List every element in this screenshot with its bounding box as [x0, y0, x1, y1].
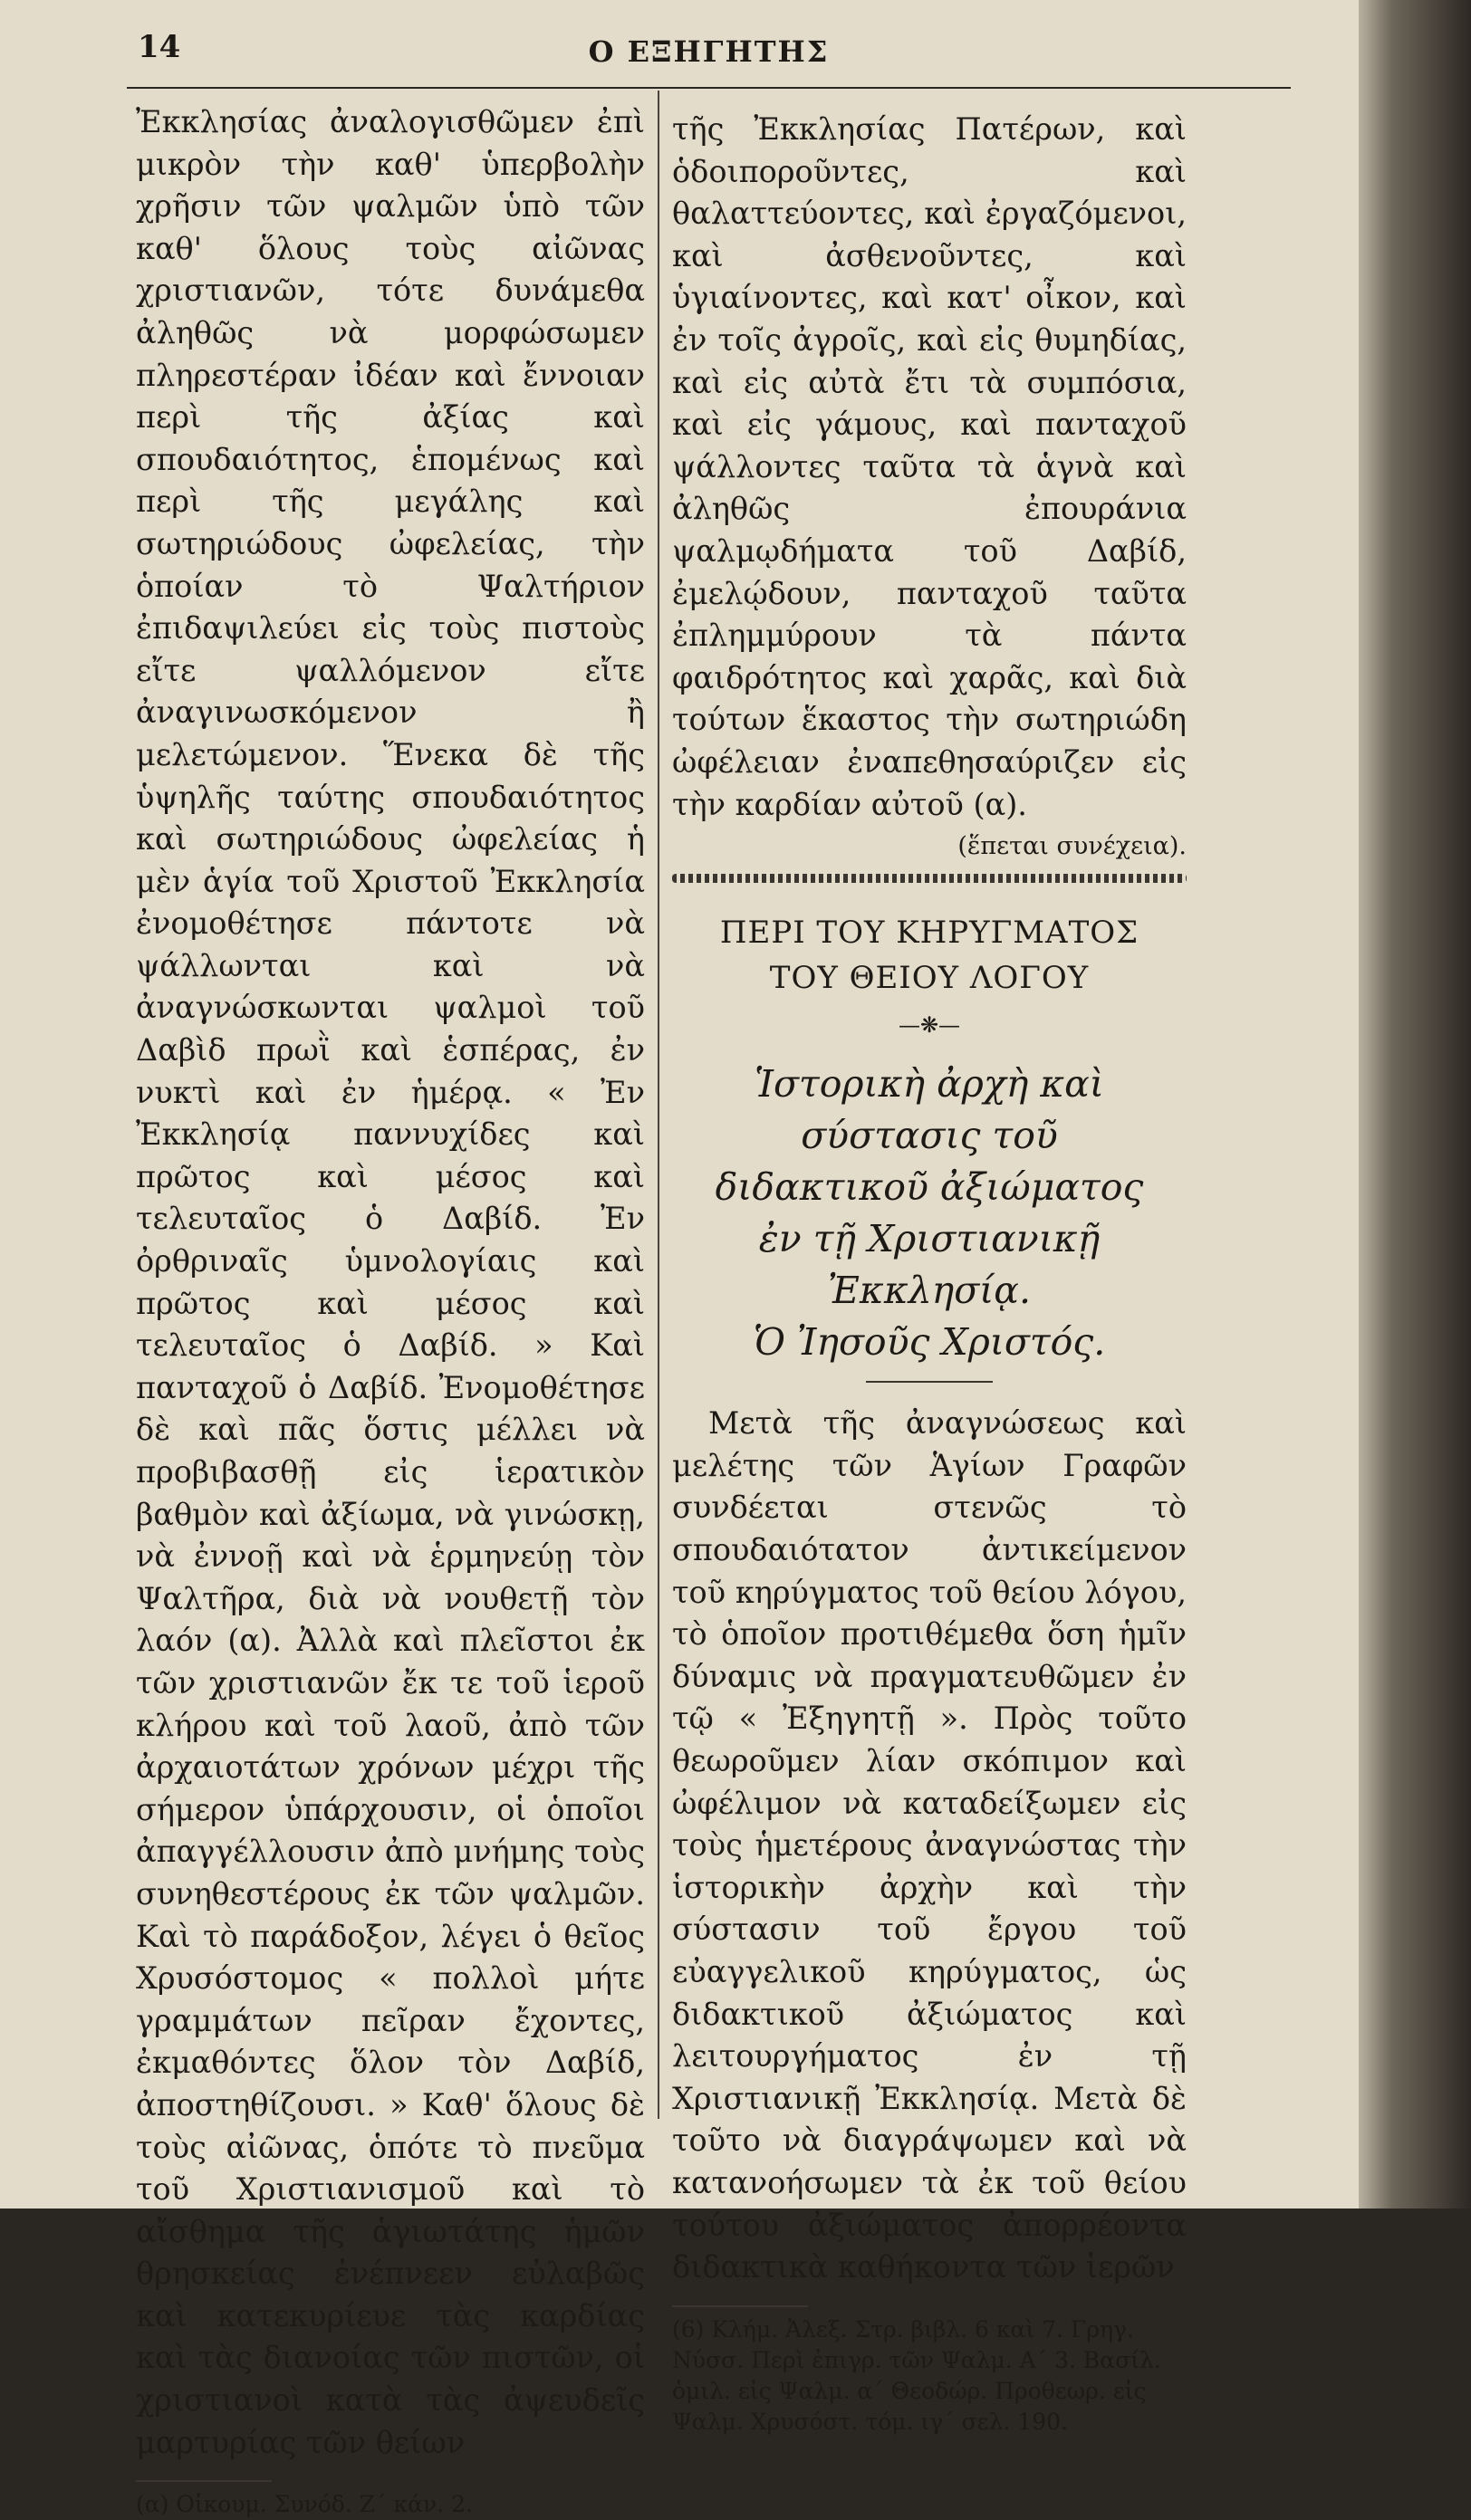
- running-title: Ο ΕΞΗΓΗΤΗΣ: [588, 34, 830, 69]
- subtitle-line4: Ὁ Ἰησοῦς Χριστός.: [753, 1320, 1106, 1365]
- subtitle-line1: Ἱστορικὴ ἀρχὴ καὶ σύστασις τοῦ: [755, 1062, 1104, 1158]
- left-paragraph: Ἐκκλησίας ἀναλογισθῶμεν ἐπὶ μικρὸν τὴν καθ' ὑπερβολὴν χρῆσιν τῶν ψαλμῶν ὑπὸ τῶν καθ' ὅλους τοὺς αἰῶνας χριστιανῶν, τότε δυνάμεθα ἀληθῶς νὰ μορφώσωμεν πληρεστέραν ἰδέαν καὶ ἔννοιαν περὶ τῆς ἀξίας καὶ σπουδαιότητος, ἑπομένως καὶ περὶ τῆς μεγάλης καὶ σωτηριώδους ὠφελείας, τὴν ὁποίαν τὸ Ψαλτήριον ἐπιδαψιλεύει εἰς τοὺς πιστοὺς εἴτε ψαλλόμενον εἴτε ἀναγινωσκόμενον ἢ μελετώμενον. Ἕνεκα δὲ τῆς ὑψηλῆς ταύτης σπουδαιότητος καὶ σωτηριώδους ὠφελείας ἡ μὲν ἁγία τοῦ Χριστοῦ Ἐκκλησία ἐνομοθέτησε πάντοτε νὰ ψάλλωνται καὶ νὰ ἀναγνώσκωνται ψαλμοὶ τοῦ Δαβὶδ πρωῒ καὶ ἑσπέρας, ἐν νυκτὶ καὶ ἐν ἡμέρᾳ. « Ἐν Ἐκκλησίᾳ παννυχίδες καὶ πρῶτος καὶ μέσος καὶ τελευταῖος ὁ Δαβίδ. Ἐν ὀρθριναῖς ὑμνολογίαις καὶ πρῶτος καὶ μέσος καὶ τελευταῖος ὁ Δαβίδ. » Καὶ πανταχοῦ ὁ Δαβίδ. Ἐνομοθέτησε δὲ καὶ πᾶς ὅστις μέλλει νὰ προβιβασθῇ εἰς ἱερατικὸν βαθμὸν καὶ ἀξίωμα, νὰ γινώσκῃ, νὰ ἐννοῇ καὶ νὰ ἑρμηνεύῃ τὸν Ψαλτῆρα, διὰ νὰ νουθετῇ τὸν λαόν (α). Ἀλλὰ καὶ πλεῖστοι ἐκ τῶν χριστιανῶν ἔκ τε τοῦ ἱεροῦ κλήρου καὶ τοῦ λαοῦ, ἀπὸ τῶν ἀρχαιοτάτων χρόνων μέχρι τῆς σήμερον ὑπάρχουσιν, οἱ ὁποῖοι ἀπαγγέλλουσιν ἀπὸ μνήμης τοὺς συνηθεστέρους ἐκ τῶν ψαλμῶν. Καὶ τὸ παράδοξον, λέγει ὁ θεῖος Χρυσόστομος « πολλοὶ μήτε γραμμάτων πεῖραν ἔχοντες, ἐκμαθόντες ὅλον τὸν Δαβίδ, ἀποστηθίζουσι. » Καθ' ὅλους δὲ τοὺς αἰῶνας, ὁπότε τὸ πνεῦμα τοῦ Χριστιανισμοῦ καὶ τὸ αἴσθημα τῆς ἁγιωτάτης ἡμῶν θρησκείας ἐνέπνεεν εὐλαβῶς καὶ κατεκυρίευε τὰς καρδίας καὶ τὰς διανοίας τῶν πιστῶν, οἱ χριστιανοὶ κατὰ τὰς ἀψευδεῖς μαρτυρίας τῶν θείων: [136, 104, 645, 2460]
- right-column: [672, 109, 1187, 2435]
- header-rule: [127, 87, 1291, 89]
- column-divider: [658, 91, 659, 2119]
- continued-note: (ἕπεται συνέχεια).: [957, 832, 1187, 861]
- page-header: [127, 25, 1291, 80]
- right-paragraph-2: Μετὰ τῆς ἀναγνώσεως καὶ μελέτης τῶν Ἁγίων Γραφῶν συνδέεται στενῶς τὸ σπουδαιότατον ἀντικείμενον τοῦ κηρύγματος τοῦ θείου λόγου, τὸ ὁποῖον προτιθέμεθα ὅση ἡμῖν δύναμις νὰ πραγματευθῶμεν ἐν τῷ « Ἐξηγητῇ ». Πρὸς τοῦτο θεωροῦμεν λίαν σκόπιμον καὶ ὠφέλιμον νὰ καταδείξωμεν εἰς τοὺς ἡμετέρους ἀναγνώστας τὴν ἱστορικὴν ἀρχὴν καὶ τὴν σύστασιν τοῦ ἔργου τοῦ εὐαγγελικοῦ κηρύγματος, ὡς διδακτικοῦ ἀξιώματος καὶ λειτουργήματος ἐν τῇ Χριστιανικῇ Ἐκκλησίᾳ. Μετὰ δὲ τοῦτο νὰ διαγράψωμεν καὶ νὰ κατανοήσωμεν τὰ ἐκ τοῦ θείου τούτου ἀξιώματος ἀπορρέοντα διδακτικὰ καθήκοντα τῶν ἱερῶν: [672, 1405, 1187, 2285]
- section-title-line1: ΠΕΡΙ ΤΟΥ ΚΗΡΥΓΜΑΤΟΣ: [719, 914, 1139, 951]
- footnote-rule: [136, 2480, 272, 2482]
- right-paragraph: τῆς Ἐκκλησίας Πατέρων, καὶ ὁδοιποροῦντες, καὶ θαλαττεύοντες, καὶ ἐργαζόμενοι, καὶ ἀσθενοῦντες, καὶ ὑγιαίνοντες, καὶ κατ' οἶκον, καὶ ἐν τοῖς ἀγροῖς, καὶ εἰς θυμηδίας, καὶ εἰς αὐτὰ ἔτι τὰ συμπόσια, καὶ εἰς γάμους, καὶ πανταχοῦ ψάλλοντες ταῦτα τὰ ἁγνὰ καὶ ἀληθῶς ἐπουράνια ψαλμῳδήματα τοῦ Δαβίδ, ἐμελῴδουν, πανταχοῦ ταῦτα ἐπλημμύρουν τὰ πάντα φαιδρότητος καὶ χαρᾶς, καὶ διὰ τούτων ἕκαστος τὴν σωτηριώδη ὠφέλειαν ἐναπεθησαύριζεν εἰς τὴν καρδίαν αὐτοῦ (α).: [672, 111, 1187, 822]
- right-footnote: (6) Κλήμ. Ἀλεξ. Στρ. βιβλ. 6 καὶ 7. Γρηγ. Νύσσ. Περὶ ἐπιγρ. τῶν Ψαλμ. Α΄ 3. Βασίλ. ὁμιλ. εἰς Ψαλμ. α΄ Θεοδώρ. Προθεωρ. εἰς Ψαλμ. Χρυσόστ. τόμ. ιγ΄ σελ. 190.: [672, 2315, 1161, 2435]
- subtitle-rule: [866, 1381, 993, 1383]
- ornament-divider: —❋—: [898, 1011, 961, 1038]
- left-footnote: (α) Οἰκουμ. Συνόδ. Ζ΄ κάν. 2.: [136, 2491, 473, 2518]
- page-edge-shadow: [1359, 0, 1471, 2209]
- footnote-rule-right: [672, 2305, 808, 2307]
- page-number: 14: [138, 29, 181, 65]
- wavy-divider: [672, 874, 1187, 883]
- section-title-line2: ΤΟΥ ΘΕΙΟΥ ΛΟΓΟΥ: [769, 959, 1090, 996]
- left-column: [136, 101, 645, 2518]
- subtitle-line2: διδακτικοῦ ἀξιώματος: [715, 1165, 1144, 1210]
- subtitle-line3: ἐν τῇ Χριστιανικῇ Ἐκκλησίᾳ.: [758, 1217, 1101, 1313]
